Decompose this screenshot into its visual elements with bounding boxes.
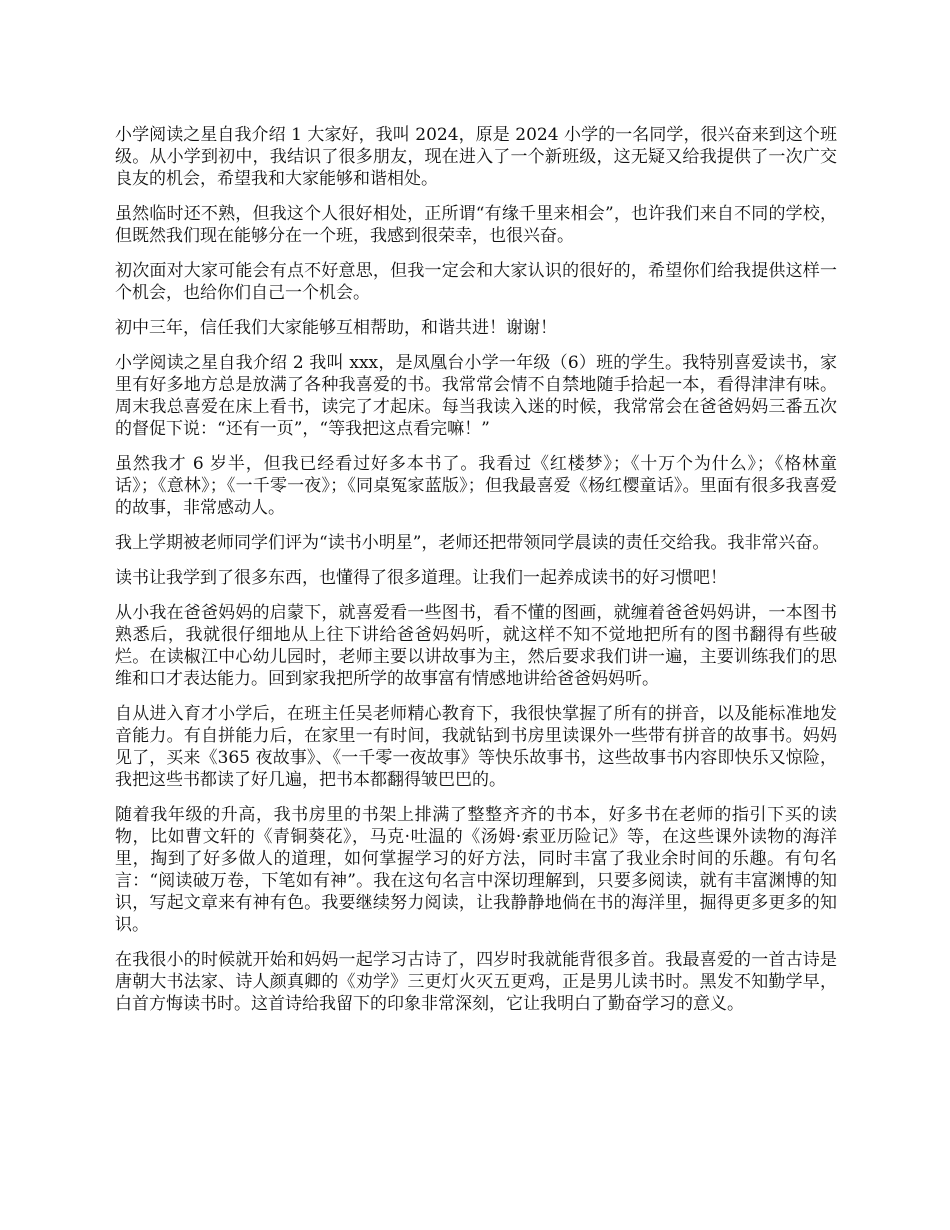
document-body — [115, 124, 837, 1028]
paragraph-12: 在我很小的时候就开始和妈妈一起学习古诗了，四岁时我就能背很多首。我最喜爱的一首古诗是唐朝大书法家、诗人颜真卿的《劝学》三更灯火灭五更鸡，正是男儿读书时。黑发不知勤学早，白首方悔读书时。这首诗给我留下的印象非常深刻，它让我明白了勤奋学习的意义。 — [115, 950, 837, 1014]
paragraph-1: 小学阅读之星自我介绍 1 大家好，我叫 2024，原是 2024 小学的一名同学，很兴奋来到这个班级。从小学到初中，我结识了很多朋友，现在进入了一个新班级，这无疑又给我提供了一次广交良友的机会，希望我和大家能够和谐相处。 — [115, 125, 837, 189]
paragraph-2: 虽然临时还不熟，但我这个人很好相处，正所谓“有缘千里来相会”，也许我们来自不同的学校，但既然我们现在能够分在一个班，我感到很荣幸，也很兴奋。 — [115, 204, 837, 246]
paragraph-6: 虽然我才 6 岁半，但我已经看过好多本书了。我看过《红楼梦》；《十万个为什么》；《格林童话》；《意林》；《一千零一夜》；《同桌冤家蓝版》；但我最喜爱《杨红樱童话》。里面有很多我喜爱的故事，非常感动人。 — [115, 454, 837, 518]
paragraph-5: 小学阅读之星自我介绍 2 我叫 xxx，是凤凰台小学一年级（6）班的学生。我特别喜爱读书，家里有好多地方总是放满了各种我喜爱的书。我常常会情不自禁地随手拾起一本，看得津津有味。周末我总喜爱在床上看书，读完了才起床。每当我读入迷的时候，我常常会在爸爸妈妈三番五次的督促下说：“还有一页”，“等我把这点看完嘛！” — [115, 353, 837, 439]
paragraph-4: 初中三年，信任我们大家能够互相帮助，和谐共进！谢谢！ — [115, 318, 557, 338]
paragraph-9: 从小我在爸爸妈妈的启蒙下，就喜爱看一些图书，看不懂的图画，就缠着爸爸妈妈讲，一本图书熟悉后，我就很仔细地从上往下讲给爸爸妈妈听，就这样不知不觉地把所有的图书翻得有些破烂。在读椒江中心幼儿园时，老师主要以讲故事为主，然后要求我们讲一遍，主要训练我们的思维和口才表达能力。回到家我把所学的故事富有情感地讲给爸爸妈妈听。 — [115, 603, 837, 689]
paragraph-10: 自从进入育才小学后，在班主任吴老师精心教育下，我很快掌握了所有的拼音，以及能标准地发音能力。有自拼能力后，在家里一有时间，我就钻到书房里读课外一些带有拼音的故事书。妈妈见了，买来《365 夜故事》、《一千零一夜故事》等快乐故事书，这些故事书内容即快乐又惊险，我把这些书都读了好几遍，把书本都翻得皱巴巴的。 — [115, 704, 837, 790]
paragraph-7: 我上学期被老师同学们评为“读书小明星”，老师还把带领同学晨读的责任交给我。我非常兴奋。 — [115, 533, 830, 553]
paragraph-11: 随着我年级的升高，我书房里的书架上排满了整整齐齐的书本，好多书在老师的指引下买的读物，比如曹文轩的《青铜葵花》，马克·吐温的《汤姆·索亚历险记》等，在这些课外读物的海洋里，掏到了好多做人的道理，如何掌握学习的好方法，同时丰富了我业余时间的乐趣。有句名言：“阅读破万卷，下笔如有神”。我在这句名言中深切理解到，只要多阅读，就有丰富渊博的知识，写起文章来有神有色。我要继续努力阅读，让我静静地倘在书的海洋里，掘得更多更多的知识。 — [115, 805, 837, 935]
paragraph-8: 读书让我学到了很多东西，也懂得了很多道理。让我们一起养成读书的好习惯吧！ — [115, 568, 727, 588]
paragraph-3: 初次面对大家可能会有点不好意思，但我一定会和大家认识的很好的，希望你们给我提供这样一个机会，也给你们自己一个机会。 — [115, 261, 837, 303]
